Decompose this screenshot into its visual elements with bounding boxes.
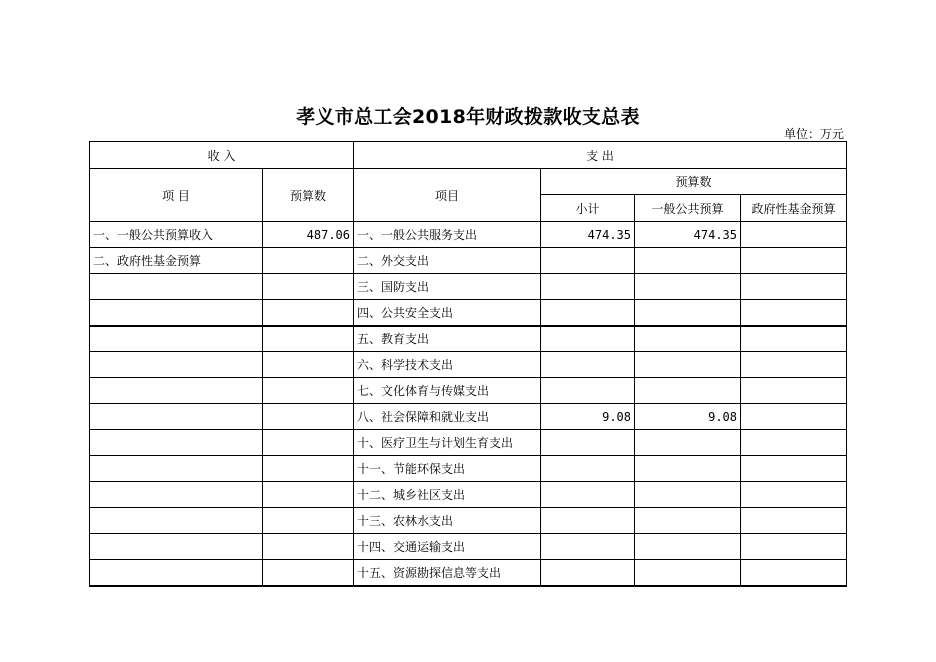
table-row <box>90 222 847 248</box>
income-item-cell <box>90 482 263 508</box>
subtotal-cell <box>541 352 635 378</box>
income-item-cell <box>90 534 263 560</box>
budget-table <box>89 141 847 587</box>
income-amount-cell <box>263 326 354 352</box>
expense-item-cell: 十二、城乡社区支出 <box>354 482 541 508</box>
income-item-cell <box>90 352 263 378</box>
table-row <box>90 404 847 430</box>
income-item-cell <box>90 404 263 430</box>
general-budget-cell: 9.08 <box>635 404 741 430</box>
fund-budget-cell <box>741 352 847 378</box>
general-budget-cell <box>635 352 741 378</box>
income-amount-cell <box>263 352 354 378</box>
income-header: 收 入 <box>90 142 354 169</box>
fund-budget-cell <box>741 430 847 456</box>
subtotal-cell <box>541 456 635 482</box>
general-budget-cell: 474.35 <box>635 222 741 248</box>
table-row <box>90 274 847 300</box>
table-row <box>90 560 847 586</box>
income-budget-header: 预算数 <box>263 169 354 222</box>
income-item-cell <box>90 300 263 326</box>
income-item-cell: 一、一般公共预算收入 <box>90 222 263 248</box>
expense-item-cell: 六、科学技术支出 <box>354 352 541 378</box>
expense-item-cell: 四、公共安全支出 <box>354 300 541 326</box>
fund-budget-cell <box>741 560 847 586</box>
income-item-cell <box>90 508 263 534</box>
income-item-cell <box>90 560 263 586</box>
income-item-cell: 二、政府性基金预算 <box>90 248 263 274</box>
income-amount-cell <box>263 378 354 404</box>
fund-budget-cell <box>741 482 847 508</box>
general-budget-header: 一般公共预算 <box>635 195 741 222</box>
expense-item-cell: 八、社会保障和就业支出 <box>354 404 541 430</box>
expense-item-cell: 十、医疗卫生与计划生育支出 <box>354 430 541 456</box>
subtotal-cell <box>541 430 635 456</box>
table-row <box>90 326 847 352</box>
fund-budget-cell <box>741 534 847 560</box>
income-item-cell <box>90 378 263 404</box>
page-title: 孝义市总工会2018年财政拨款收支总表 <box>296 106 640 128</box>
expense-header: 支 出 <box>354 142 847 169</box>
expense-item-cell: 十四、交通运输支出 <box>354 534 541 560</box>
expense-budget-header: 预算数 <box>541 169 847 195</box>
income-amount-cell <box>263 300 354 326</box>
subtotal-cell <box>541 274 635 300</box>
expense-item-cell: 十五、资源勘探信息等支出 <box>354 560 541 586</box>
fund-budget-cell <box>741 404 847 430</box>
expense-item-header: 项目 <box>354 169 541 222</box>
subtotal-cell <box>541 508 635 534</box>
income-item-cell <box>90 326 263 352</box>
subtotal-cell <box>541 482 635 508</box>
table-row <box>90 378 847 404</box>
subtotal-cell: 9.08 <box>541 404 635 430</box>
general-budget-cell <box>635 326 741 352</box>
fund-budget-cell <box>741 248 847 274</box>
fund-budget-cell <box>741 222 847 248</box>
general-budget-cell <box>635 248 741 274</box>
fund-budget-cell <box>741 456 847 482</box>
general-budget-cell <box>635 482 741 508</box>
general-budget-cell <box>635 378 741 404</box>
general-budget-cell <box>635 274 741 300</box>
general-budget-cell <box>635 560 741 586</box>
subtotal-cell <box>541 248 635 274</box>
expense-item-cell: 十三、农林水支出 <box>354 508 541 534</box>
table-row <box>90 456 847 482</box>
fund-budget-cell <box>741 378 847 404</box>
expense-item-cell: 二、外交支出 <box>354 248 541 274</box>
income-amount-cell: 487.06 <box>263 222 354 248</box>
table-row <box>90 508 847 534</box>
general-budget-cell <box>635 456 741 482</box>
subtotal-cell <box>541 378 635 404</box>
income-amount-cell <box>263 248 354 274</box>
subtotal-header: 小计 <box>541 195 635 222</box>
fund-budget-cell <box>741 274 847 300</box>
income-amount-cell <box>263 430 354 456</box>
income-amount-cell <box>263 274 354 300</box>
income-item-cell <box>90 430 263 456</box>
income-amount-cell <box>263 482 354 508</box>
table-row <box>90 300 847 326</box>
subtotal-cell <box>541 300 635 326</box>
general-budget-cell <box>635 430 741 456</box>
expense-item-cell: 七、文化体育与传媒支出 <box>354 378 541 404</box>
table-row <box>90 352 847 378</box>
table-row <box>90 534 847 560</box>
subtotal-cell: 474.35 <box>541 222 635 248</box>
general-budget-cell <box>635 300 741 326</box>
expense-item-cell: 五、教育支出 <box>354 326 541 352</box>
income-item-cell <box>90 456 263 482</box>
general-budget-cell <box>635 534 741 560</box>
income-amount-cell <box>263 404 354 430</box>
income-item-cell <box>90 274 263 300</box>
table-row <box>90 430 847 456</box>
table-row <box>90 482 847 508</box>
fund-budget-header: 政府性基金预算 <box>741 195 847 222</box>
fund-budget-cell <box>741 508 847 534</box>
subtotal-cell <box>541 534 635 560</box>
income-amount-cell <box>263 560 354 586</box>
general-budget-cell <box>635 508 741 534</box>
income-amount-cell <box>263 456 354 482</box>
expense-item-cell: 三、国防支出 <box>354 274 541 300</box>
subtotal-cell <box>541 326 635 352</box>
income-amount-cell <box>263 508 354 534</box>
table-row <box>90 248 847 274</box>
income-item-header: 项 目 <box>90 169 263 222</box>
fund-budget-cell <box>741 326 847 352</box>
subtotal-cell <box>541 560 635 586</box>
expense-item-cell: 十一、节能环保支出 <box>354 456 541 482</box>
expense-item-cell: 一、一般公共服务支出 <box>354 222 541 248</box>
income-amount-cell <box>263 534 354 560</box>
fund-budget-cell <box>741 300 847 326</box>
unit-label: 单位：万元 <box>783 127 844 141</box>
